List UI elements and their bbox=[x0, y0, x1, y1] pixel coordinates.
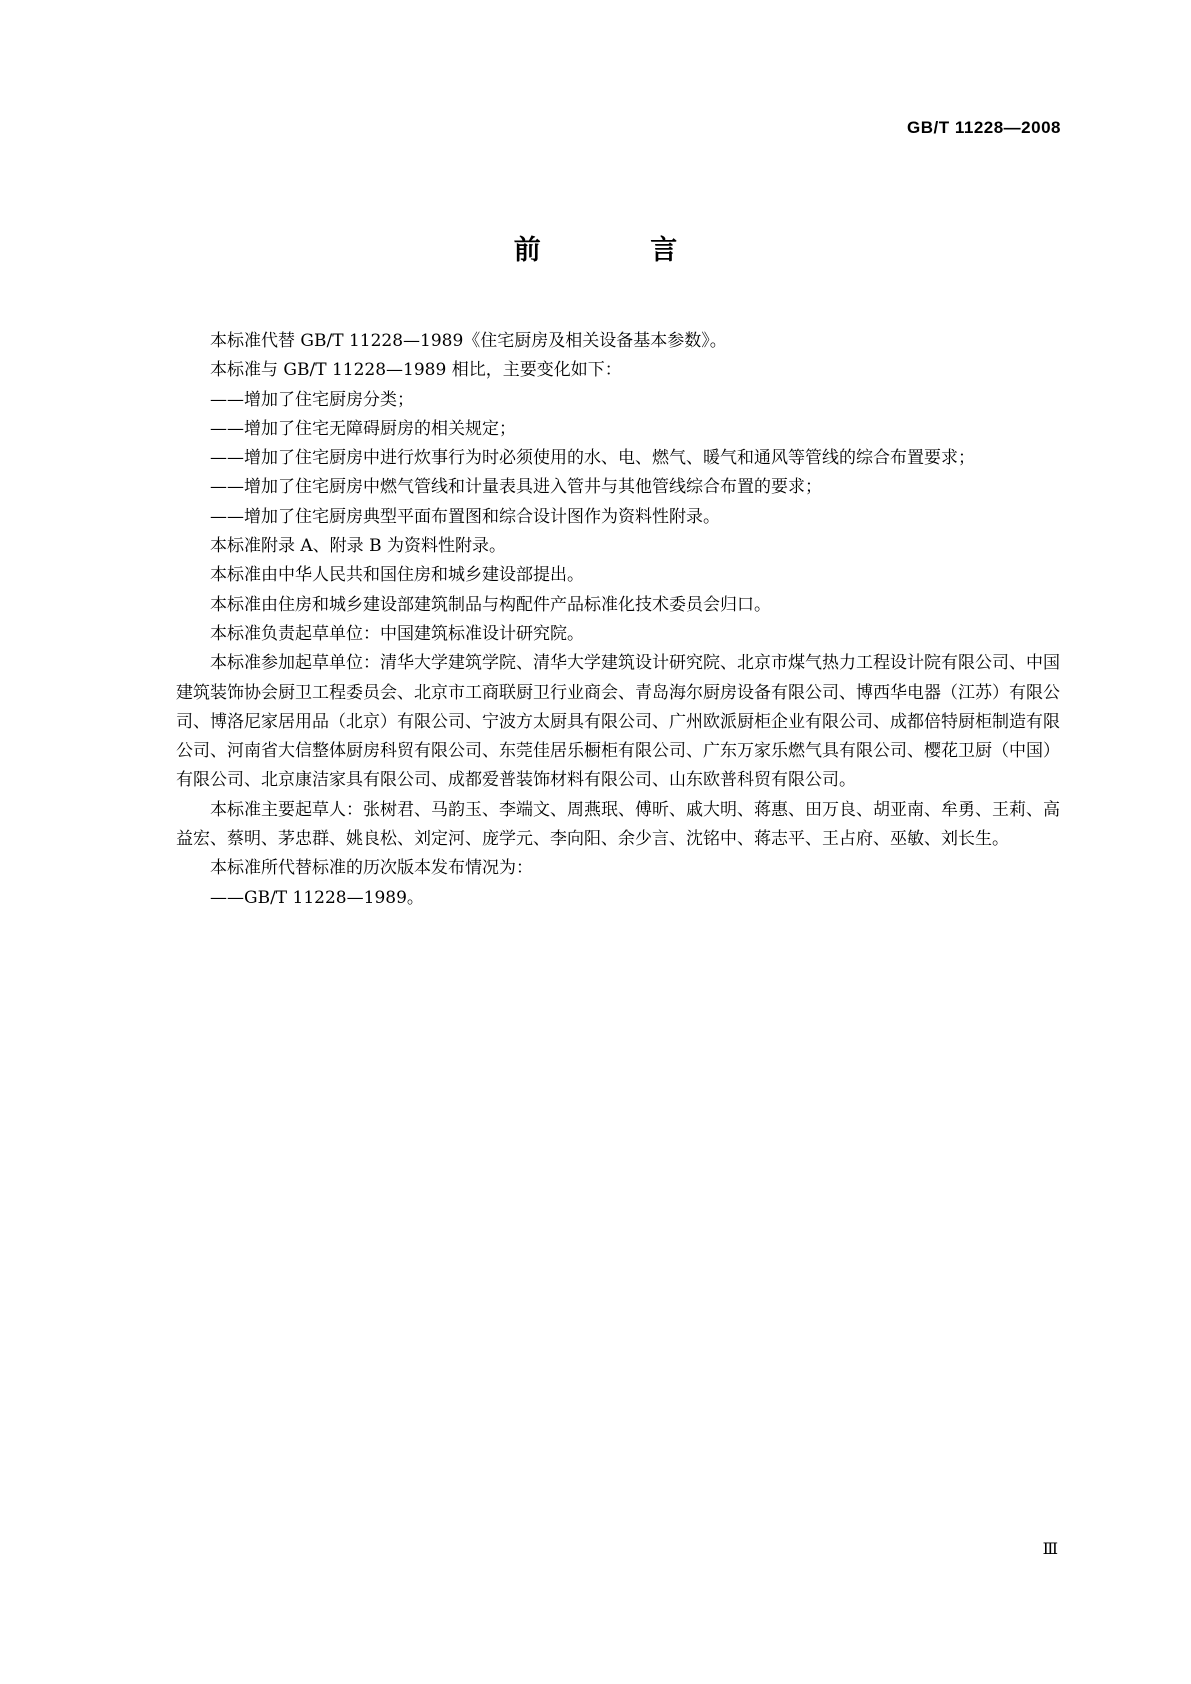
standard-code: GB/T 11228—2008 bbox=[907, 118, 1061, 137]
history-item: ——GB/T 11228—1989。 bbox=[210, 887, 424, 908]
paragraph-history-intro: 本标准所代替标准的历次版本发布情况为： bbox=[210, 858, 533, 879]
paragraph-appendix: 本标准附录 A、附录 B 为资料性附录。 bbox=[210, 536, 506, 557]
document-body bbox=[176, 327, 1060, 913]
paragraph-changes-intro: 本标准与 GB/T 11228—1989 相比，主要变化如下： bbox=[210, 360, 622, 381]
page-number: Ⅲ bbox=[1042, 1539, 1058, 1558]
paragraph-replaces: 本标准代替 GB/T 11228—1989《住宅厨房及相关设备基本参数》。 bbox=[210, 331, 727, 351]
list-item: ——增加了住宅厨房中燃气管线和计量表具进入管井与其他管线综合布置的要求； bbox=[210, 477, 822, 498]
list-item: ——增加了住宅厨房中进行炊事行为时必须使用的水、电、燃气、暖气和通风等管线的综合布置要求； bbox=[210, 448, 975, 469]
list-item: ——增加了住宅厨房分类； bbox=[210, 389, 414, 410]
list-item: ——增加了住宅无障碍厨房的相关规定； bbox=[210, 418, 516, 439]
paragraph-drafters: 本标准主要起草人：张树君、马韵玉、李端文、周燕珉、傅昕、戚大明、蒋惠、田万良、胡亚南、牟勇、王莉、高益宏、蔡明、茅忠群、姚良松、刘定河、庞学元、李向阳、余少言、沈铭中、蒋志平、王占府、巫敏、刘长生。 bbox=[176, 799, 1060, 850]
paragraph-participating-units: 本标准参加起草单位：清华大学建筑学院、清华大学建筑设计研究院、北京市煤气热力工程设计院有限公司、中国建筑装饰协会厨卫工程委员会、北京市工商联厨卫行业商会、青岛海尔厨房设备有限公司、博西华电器（江苏）有限公司、博洛尼家居用品（北京）有限公司、宁波方太厨具有限公司、广州欧派厨柜企业有限公司、成都倍特厨柜制造有限公司、河南省大信整体厨房科贸有限公司、东莞佳居乐橱柜有限公司、广东万家乐燃气具有限公司、樱花卫厨（中国）有限公司、北京康洁家具有限公司、成都爱普装饰材料有限公司、山东欧普科贸有限公司。 bbox=[176, 653, 1060, 791]
list-item: ——增加了住宅厨房典型平面布置图和综合设计图作为资料性附录。 bbox=[210, 506, 720, 527]
paragraph-lead-drafter: 本标准负责起草单位：中国建筑标准设计研究院。 bbox=[210, 623, 584, 644]
page-title: 前 言 bbox=[513, 235, 728, 266]
paragraph-proposer: 本标准由中华人民共和国住房和城乡建设部提出。 bbox=[210, 565, 584, 586]
paragraph-committee: 本标准由住房和城乡建设部建筑制品与构配件产品标准化技术委员会归口。 bbox=[210, 594, 771, 615]
